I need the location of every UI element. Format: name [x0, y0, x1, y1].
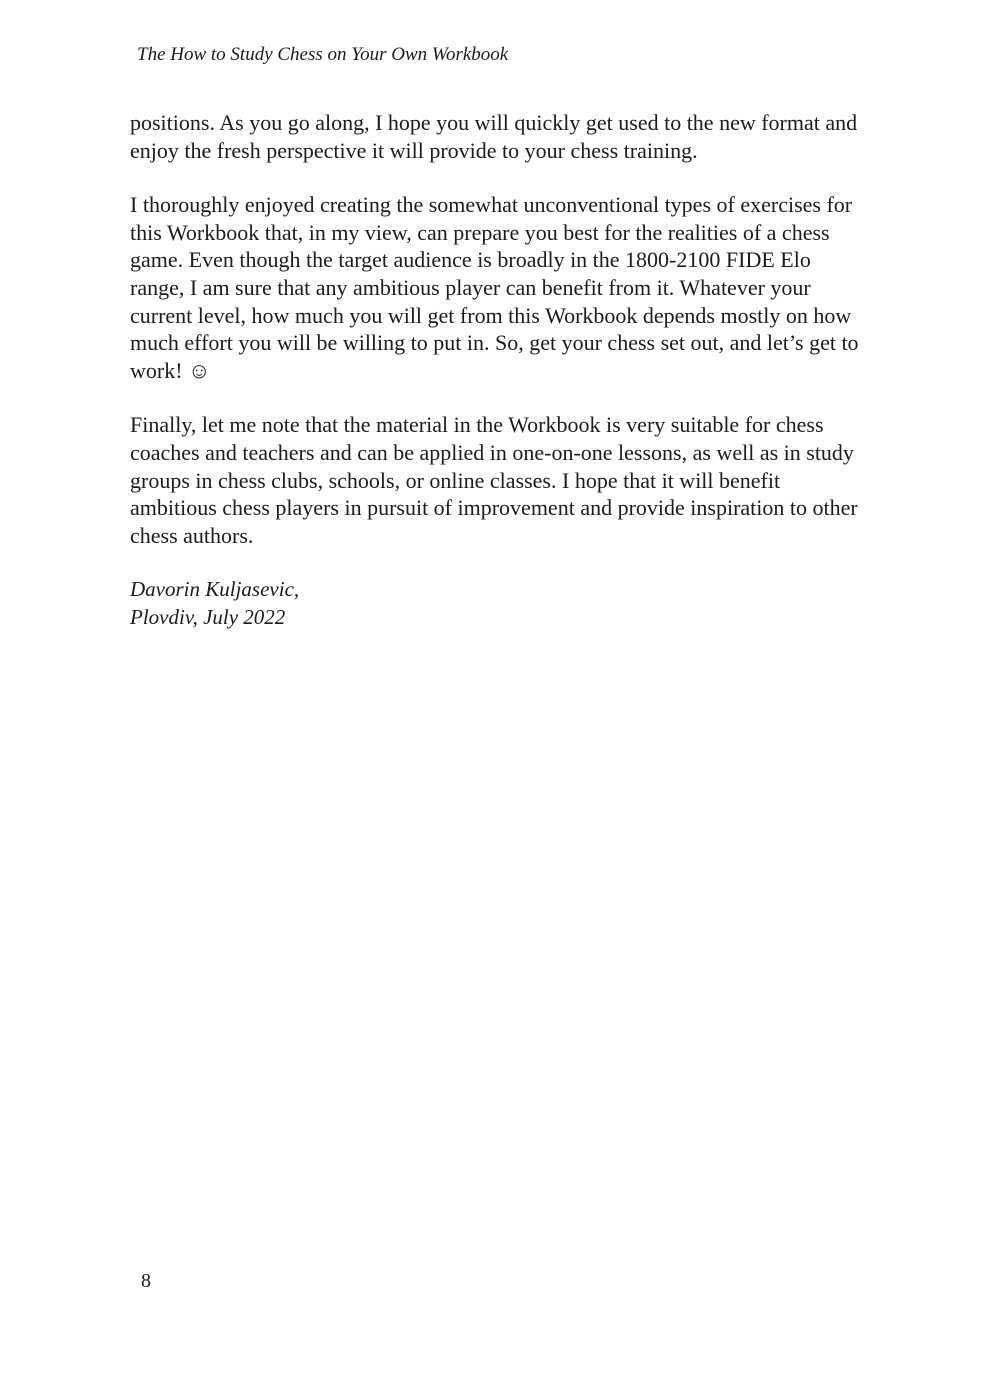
signature — [130, 576, 862, 631]
signature-author: Davorin Kuljasevic, — [130, 577, 300, 602]
running-header: The How to Study Chess on Your Own Workbook — [137, 44, 509, 65]
signature-place-date: Plovdiv, July 2022 — [130, 604, 286, 629]
paragraph-2: I thoroughly enjoyed creating the somewhat unconventional types of exercises for this Workbook that, in my view, can prepare you best for the realities of a chess game. Even though the target audience is broadly in the 1800-2100 FIDE Elo range, I am sure that any ambitious player can benefit from it. Whatever your current level, how much you will get from this Workbook depends mostly on how much effort you will be willing to put in. So, get your chess set out, and let’s get to work! ☺ — [130, 192, 859, 383]
page-number: 8 — [141, 1270, 151, 1292]
body-text — [130, 109, 862, 632]
paragraph-3: Finally, let me note that the material in the Workbook is very suitable for chess coaches and teachers and can be applied in one-on-one lessons, as well as in study groups in chess clubs, schools, or online classes. I hope that it will benefit ambitious chess players in pursuit of improvement and provide inspiration to other chess authors. — [130, 412, 858, 548]
paragraph-1: positions. As you go along, I hope you will quickly get used to the new format and enjoy the fresh perspective it will provide to your chess training. — [130, 110, 858, 163]
